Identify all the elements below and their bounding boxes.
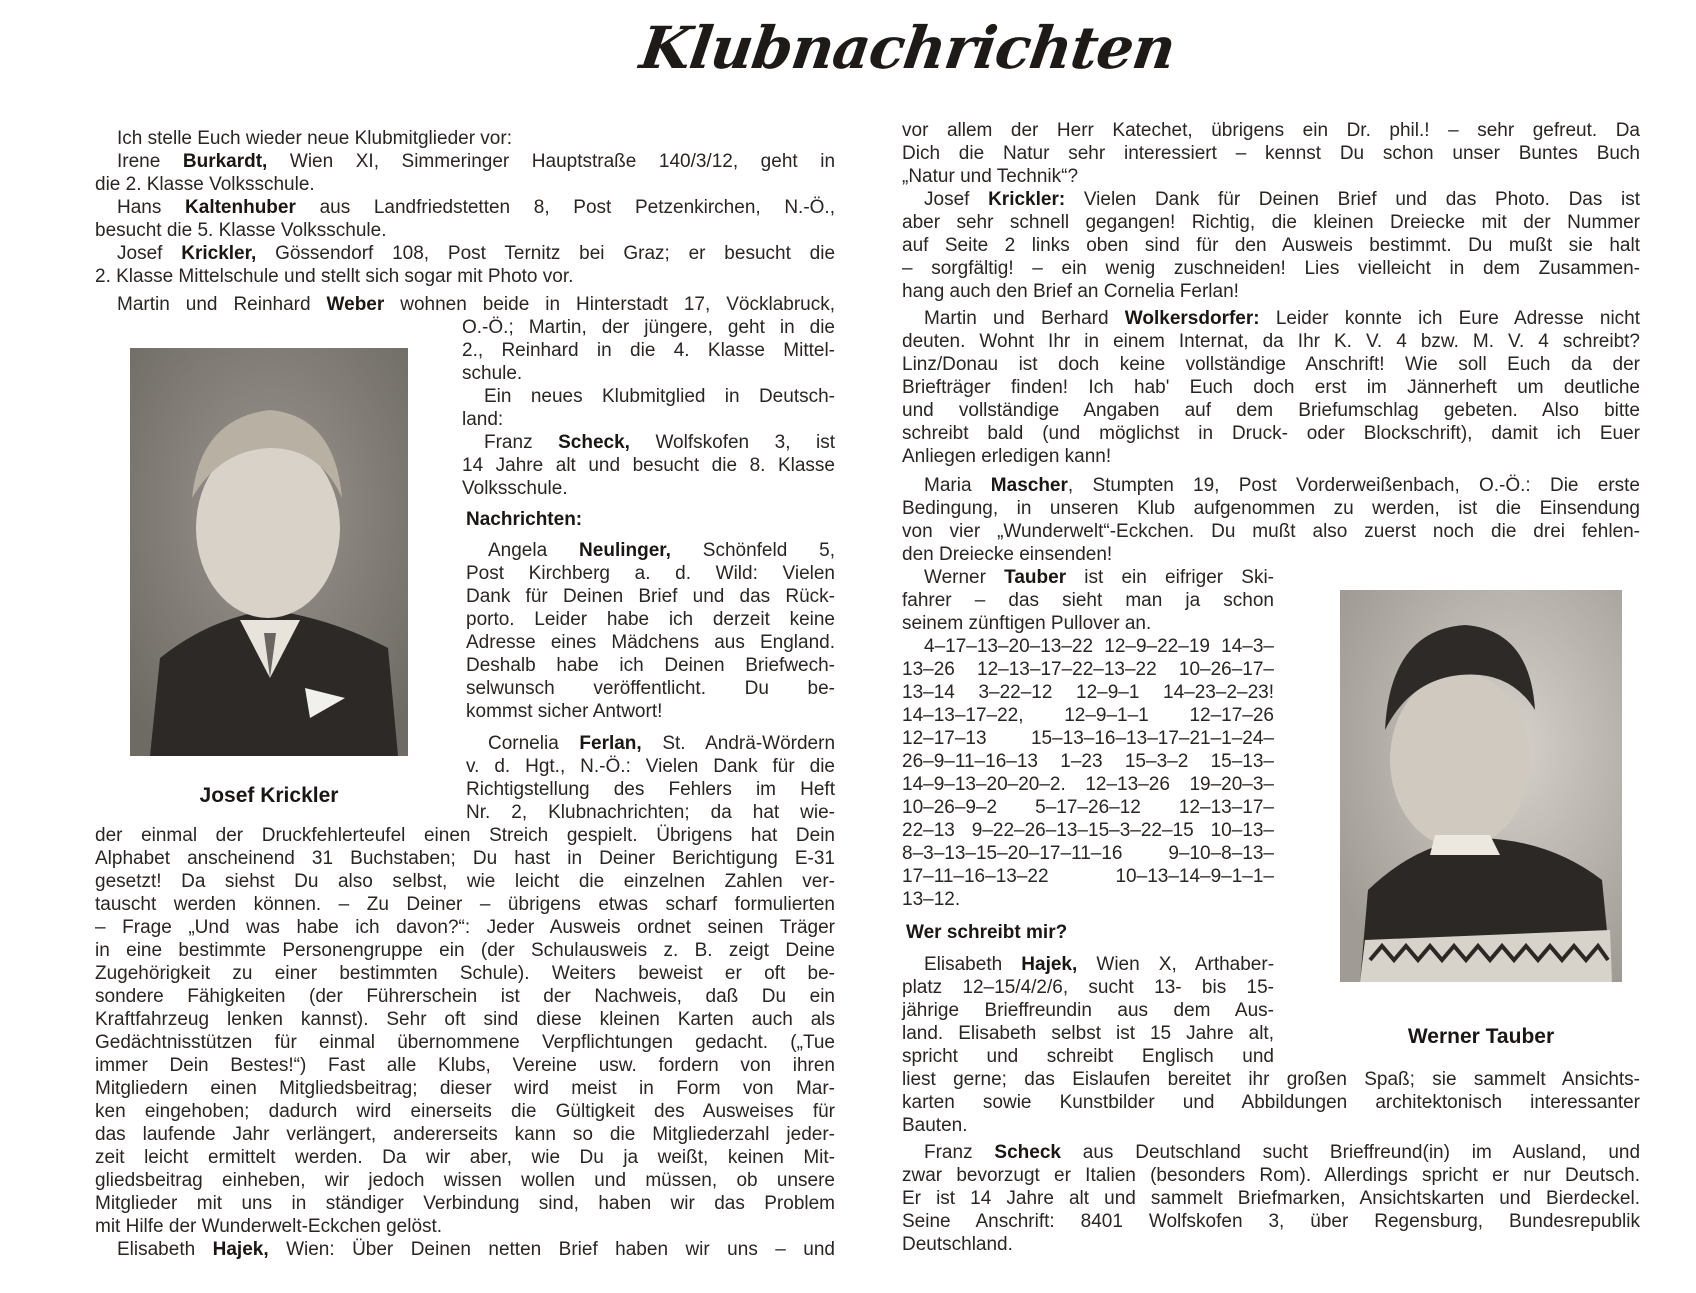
text-line: hang auch den Brief an Cornelia Ferlan! bbox=[902, 281, 1239, 302]
text-line: land: bbox=[462, 409, 504, 430]
text-line: 13–26 12–13–17–22–13–22 10–26–17– bbox=[902, 659, 1274, 680]
text-line: Adresse eines Mädchens aus England. bbox=[466, 632, 835, 653]
text-line: Ein neues Klubmitglied in Deutsch- bbox=[484, 386, 835, 407]
text-line: Alphabet anscheinend 31 Buchstaben; Du hast in Deiner Berichtigung E-31 bbox=[95, 848, 835, 869]
text-line: Bauten. bbox=[902, 1115, 968, 1136]
text-line: spricht und schreibt Englisch und bbox=[902, 1046, 1274, 1067]
text-line: besucht die 5. Klasse Volksschule. bbox=[95, 220, 387, 241]
text-line: gliedsbeitrag einheben, wir jedoch wissen wollen und müssen, ob unsere bbox=[95, 1170, 835, 1191]
intro-text: Ich stelle Euch wieder neue Klubmitglieder vor: bbox=[117, 128, 512, 149]
text-line: Briefträger finden! Ich hab' Euch doch erst im Jännerheft um deutliche bbox=[902, 377, 1640, 398]
text-line: seinem zünftigen Pullover an. bbox=[902, 613, 1152, 634]
text-line: jährige Brieffreundin aus dem Aus- bbox=[902, 1000, 1274, 1021]
text-line: Richtigstellung des Fehlers im Heft bbox=[466, 779, 835, 800]
text-line: 12–17–13 15–13–16–13–17–21–1–24– bbox=[902, 728, 1274, 749]
member-scheck: Franz Scheck, Wolfskofen 3, ist bbox=[484, 432, 836, 453]
photo-caption-krickler: Josef Krickler bbox=[199, 784, 339, 807]
text-line: immer Dein Bestes!“) Fast alle Klubs, Vereine usw. fordern von ihren bbox=[95, 1055, 835, 1076]
text-line: Post Kirchberg a. d. Wild: Vielen bbox=[466, 563, 835, 584]
text-line: v. d. Hgt., N.-Ö.: Vielen Dank für die bbox=[466, 756, 835, 777]
text-line: fahrer – das sieht man ja schon bbox=[902, 590, 1274, 611]
letter-tauber: Werner Tauber ist ein eifriger Ski- bbox=[924, 567, 1275, 588]
text-line: land. Elisabeth selbst ist 15 Jahre alt, bbox=[902, 1023, 1274, 1044]
text-line: Linz/Donau ist doch keine vollständige Anschrift! Wie soll Euch da der bbox=[902, 354, 1640, 375]
text-line: karten sowie Kunstbilder und Abbildungen architektonisch interessanter bbox=[902, 1092, 1640, 1113]
text-line: 17–11–16–13–22 10–13–14–9–1–1– bbox=[902, 866, 1274, 887]
text-line: sondere Fähigkeiten (der Führerschein ist der Nachweis, daß Du ein bbox=[95, 986, 835, 1007]
photo-caption-tauber: Werner Tauber bbox=[1407, 1025, 1555, 1048]
text-line: – sorgfältig! – ein wenig zuschneiden! Lies vielleicht in dem Zusammen- bbox=[902, 258, 1640, 279]
letter-neulinger: Angela Neulinger, Schönfeld 5, bbox=[488, 540, 836, 561]
text-line: tauscht werden können. – Zu Deiner – übrigens etwas scharf formulierten bbox=[95, 894, 835, 915]
text-line: Er ist 14 Jahre alt und sammelt Briefmarken, Ansichtskarten und Bierdeckel. bbox=[902, 1188, 1640, 1209]
page-title: Klubnachrichten bbox=[636, 14, 1179, 82]
portrait-image bbox=[1340, 590, 1622, 982]
text-line: 10–26–9–2 5–17–26–12 12–13–17– bbox=[902, 797, 1274, 818]
text-line: und vollständige Angaben auf dem Briefumschlag gebeten. Also bitte bbox=[902, 400, 1640, 421]
text-line: Mitglieder mit uns in ständiger Verbindung sind, haben wir das Problem bbox=[95, 1193, 835, 1214]
text-line: Volksschule. bbox=[462, 478, 568, 499]
text-line: Anliegen erledigen kann! bbox=[902, 446, 1112, 467]
text-line: Dich die Natur sehr interessiert – kennst Du schon unser Buntes Buch bbox=[902, 143, 1640, 164]
member-krickler: Josef Krickler, Gössendorf 108, Post Ternitz bei Graz; er besucht die bbox=[117, 243, 836, 264]
text-line: 14–9–13–20–20–2. 12–13–26 19–20–3– bbox=[902, 774, 1274, 795]
wer-schreibt-heading: Wer schreibt mir? bbox=[906, 922, 1068, 943]
text-line: den Dreiecke einsenden! bbox=[902, 544, 1113, 565]
text-line: mit Hilfe der Wunderwelt-Eckchen gelöst. bbox=[95, 1216, 443, 1237]
text-line: – Frage „Und was habe ich davon?“: Jeder Ausweis ordnet seinen Träger bbox=[95, 917, 835, 938]
text-line: 4–17–13–20–13–22 12–9–22–19 14–3– bbox=[924, 636, 1274, 657]
text-line: Seine Anschrift: 8401 Wolfskofen 3, über Regensburg, Bundesrepublik bbox=[902, 1211, 1640, 1232]
text-line: Gedächtnisstützen für einmal übernommene Verpflichtungen gedacht. („Tue bbox=[95, 1032, 835, 1053]
text-line: schule. bbox=[462, 363, 523, 384]
text-line: 22–13 9–22–26–13–15–3–22–15 10–13– bbox=[902, 820, 1274, 841]
text-line: 13–12. bbox=[902, 889, 961, 910]
portrait-image bbox=[130, 348, 408, 756]
text-line: in eine bestimmte Personengruppe ein (der Schulausweis z. B. zeigt Deine bbox=[95, 940, 835, 961]
text-line: Kraftfahrzeug lenken kannst). Sehr oft sind diese kleinen Karten auch als bbox=[95, 1009, 835, 1030]
letter-ferlan: Cornelia Ferlan, St. Andrä-Wördern bbox=[488, 733, 836, 754]
text-line: vor allem der Herr Katechet, übrigens ein Dr. phil.! – sehr gefreut. Da bbox=[902, 120, 1640, 141]
text-line: ken eingehoben; dadurch wird einerseits die Gültigkeit des Ausweises für bbox=[95, 1101, 835, 1122]
letter-wolkersdorfer: Martin und Berhard Wolkersdorfer: Leider konnte ich Eure Adresse nicht bbox=[924, 308, 1641, 329]
text-line: von vier „Wunderwelt“-Eckchen. Du mußt also zuerst noch die drei fehlen- bbox=[902, 521, 1640, 542]
text-line: 26–9–11–16–13 1–23 15–3–2 15–13– bbox=[902, 751, 1274, 772]
text-line: porto. Leider habe ich derzeit keine bbox=[466, 609, 835, 630]
text-line: zeit leicht ermittelt werden. Da wir aber, wie Du ja weißt, keinen Mit- bbox=[95, 1147, 835, 1168]
text-line: 14–13–17–22, 12–9–1–1 12–17–26 bbox=[902, 705, 1274, 726]
text-line: aber sehr schnell gegangen! Richtig, die kleinen Dreiecke mit der Nummer bbox=[902, 212, 1640, 233]
photo-josef-krickler bbox=[130, 348, 408, 756]
text-line: 13–14 3–22–12 12–9–1 14–23–2–23! bbox=[902, 682, 1274, 703]
text-line: selwunsch veröffentlicht. Du be- bbox=[466, 678, 835, 699]
nachrichten-heading: Nachrichten: bbox=[466, 509, 583, 530]
text-line: Deshalb habe ich Deinen Briefwech- bbox=[466, 655, 835, 676]
text-line: gesetzt! Da siehst Du also selbst, wie leicht die einzelnen Zahlen ver- bbox=[95, 871, 835, 892]
text-line: 2., Reinhard in die 4. Klasse Mittel- bbox=[462, 340, 835, 361]
text-line: kommst sicher Antwort! bbox=[466, 701, 663, 722]
text-line: zwar bevorzugt er Italien (besonders Rom). Allerdings spricht er nur Deutsch. bbox=[902, 1165, 1640, 1186]
letter-hajek: Elisabeth Hajek, Wien: Über Deinen netten Brief haben wir uns – und bbox=[117, 1239, 835, 1260]
member-kaltenhuber: Hans Kaltenhuber aus Landfriedstetten 8, Post Petzenkirchen, N.-Ö., bbox=[117, 197, 835, 218]
letter-mascher: Maria Mascher, Stumpten 19, Post Vorderweißenbach, O.-Ö.: Die erste bbox=[924, 475, 1641, 496]
text-line: Zugehörigkeit zu einer bestimmten Schule). Weiters beweist er oft be- bbox=[95, 963, 835, 984]
text-line: platz 12–15/4/2/6, sucht 13- bis 15- bbox=[902, 977, 1274, 998]
text-line: 8–3–13–15–20–17–11–16 9–10–8–13– bbox=[902, 843, 1274, 864]
text-line: Deutschland. bbox=[902, 1234, 1013, 1255]
text-line: das laufende Jahr verlängert, andererseits kann so die Mitgliederzahl jeder- bbox=[95, 1124, 835, 1145]
letter-krickler: Josef Krickler: Vielen Dank für Deinen Brief und das Photo. Das ist bbox=[924, 189, 1641, 210]
text-line: deuten. Wohnt Ihr in einem Internat, da Ihr K. V. 4 bzw. M. V. 4 schreibt? bbox=[902, 331, 1640, 352]
text-line: Dank für Deinen Brief und das Rück- bbox=[466, 586, 835, 607]
text-line: die 2. Klasse Volksschule. bbox=[95, 174, 315, 195]
text-line: der einmal der Druckfehlerteufel einen Streich gespielt. Übrigens hat Dein bbox=[95, 825, 835, 846]
text-line: „Natur und Technik“? bbox=[902, 166, 1079, 187]
text-line: Bedingung, in unseren Klub aufgenommen zu werden, ist die Einsendung bbox=[902, 498, 1640, 519]
text-line: 2. Klasse Mittelschule und stellt sich sogar mit Photo vor. bbox=[95, 266, 574, 287]
text-line: schreibt bald (und möglichst in Druck- oder Blockschrift), damit ich Euer bbox=[902, 423, 1640, 444]
member-weber: Martin und Reinhard Weber wohnen beide in Hinterstadt 17, Vöcklabruck, bbox=[117, 294, 836, 315]
text-line: liest gerne; das Eislaufen bereitet ihr großen Spaß; sie sammelt Ansichts- bbox=[902, 1069, 1640, 1090]
text-line: 14 Jahre alt und besucht die 8. Klasse bbox=[462, 455, 835, 476]
photo-werner-tauber bbox=[1340, 590, 1622, 982]
text-line: Nr. 2, Klubnachrichten; da hat wie- bbox=[466, 802, 835, 823]
letter-scheck-penpal: Franz Scheck aus Deutschland sucht Brieffreund(in) im Ausland, und bbox=[924, 1142, 1641, 1163]
text-line: Mitgliedern einen Mitgliedsbeitrag; dieser wird meist in Form von Mar- bbox=[95, 1078, 835, 1099]
member-burkardt: Irene Burkardt, Wien XI, Simmeringer Hauptstraße 140/3/12, geht in bbox=[117, 151, 836, 172]
letter-hajek-penpal: Elisabeth Hajek, Wien X, Arthaber- bbox=[924, 954, 1275, 975]
text-line: auf Seite 2 links oben sind für den Ausweis bestimmt. Du mußt sie halt bbox=[902, 235, 1640, 256]
text-line: O.-Ö.; Martin, der jüngere, geht in die bbox=[462, 317, 835, 338]
